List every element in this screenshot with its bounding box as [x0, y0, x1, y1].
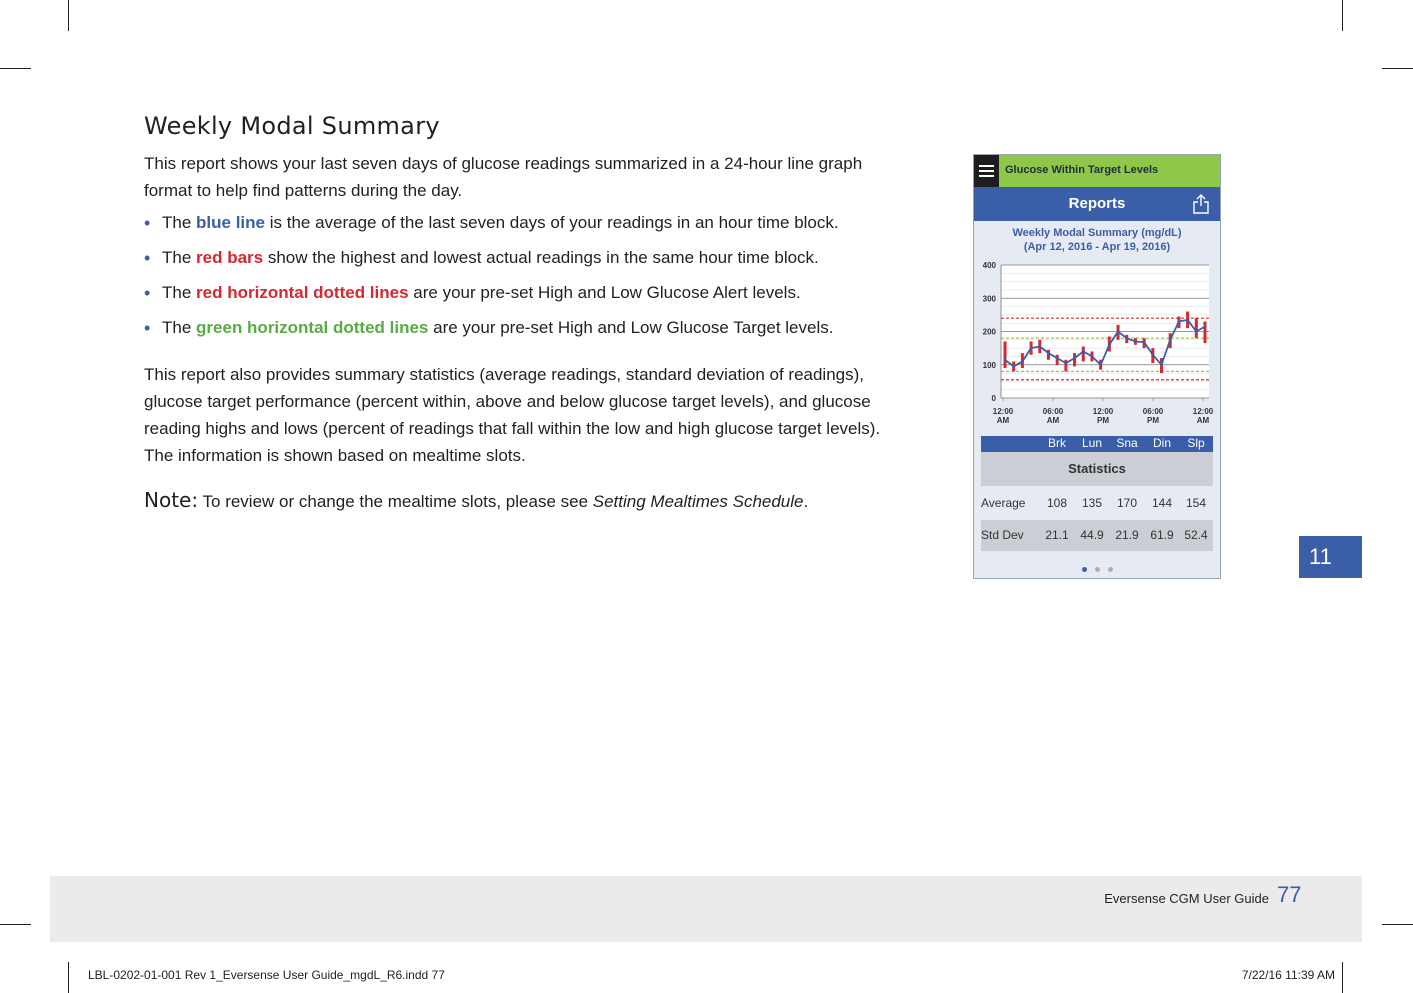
crop-mark [68, 962, 69, 993]
average-point [1004, 358, 1007, 361]
average-point [1160, 363, 1163, 366]
x-tick-label: 06:00 AM [1042, 407, 1064, 425]
table-cell: 144 [1151, 496, 1173, 510]
y-tick-label: 300 [982, 294, 996, 304]
footer-band [50, 876, 1362, 942]
note-end: . [803, 492, 809, 511]
average-point [1117, 330, 1120, 333]
y-tick-label: 400 [982, 261, 996, 270]
summary-paragraph: This report also provides summary statistics (average readings, standard deviation of readings), glucose target performance (percent within, above and below glucose target levels), and glucose reading highs and lows (percent of readings that fall within the low and high glucose target levels). The information is shown based on mealtime slots. [144, 365, 881, 465]
x-tick-label: 12:00 PM [1092, 407, 1114, 425]
average-point [1091, 355, 1094, 358]
table-cell: 21.1 [1045, 528, 1069, 542]
crop-mark [0, 924, 31, 925]
average-point [1178, 320, 1181, 323]
table-cell: 108 [1046, 496, 1068, 510]
slug-right: 7/22/16 11:39 AM [1241, 968, 1335, 982]
x-tick-label: 06:00 PM [1142, 407, 1164, 425]
chart-title-line: Weekly Modal Summary (mg/dL) [1012, 227, 1182, 239]
bullet-text: is the average of the last seven days of your readings in an hour time block. [265, 213, 839, 232]
crop-mark [1342, 0, 1343, 31]
bullet-icon: • [144, 213, 151, 233]
table-row [981, 488, 1213, 519]
chapter-tab: 11 [1299, 536, 1362, 578]
bullet-text: The [162, 248, 197, 267]
column-header-sna: Sna [1116, 436, 1138, 450]
note-text: To review or change the mealtime slots, please see [198, 492, 593, 511]
table-cell: 170 [1116, 496, 1138, 510]
note-label: Note: [144, 488, 199, 512]
column-header-slp: Slp [1187, 436, 1205, 450]
average-point [1108, 343, 1111, 346]
bullet-emphasis-blue: blue line [196, 213, 265, 232]
share-icon[interactable] [1192, 194, 1210, 214]
slug-left: LBL-0202-01-001 Rev 1_Eversense User Guide_mgdL_R6.indd 77 [88, 968, 445, 982]
bullet-icon: • [144, 283, 151, 303]
crop-mark [68, 0, 69, 31]
bullet-text: The [162, 283, 197, 302]
table-cell: 44.9 [1080, 528, 1104, 542]
page-indicator[interactable] [974, 559, 1220, 577]
table-cell: 61.9 [1150, 528, 1174, 542]
bullet-text: The [162, 213, 197, 232]
chart-title [974, 226, 1220, 254]
average-point [1099, 363, 1102, 366]
bullet-text: The [162, 318, 197, 337]
y-tick-label: 100 [982, 360, 996, 370]
table-cell: 52.4 [1184, 528, 1208, 542]
bullet-icon: • [144, 248, 151, 268]
x-tick-label: 12:00 AM [1192, 407, 1214, 425]
table-cell: 135 [1081, 496, 1103, 510]
average-point [1030, 347, 1033, 350]
average-point [1073, 357, 1076, 360]
page-heading: Weekly Modal Summary [144, 112, 440, 140]
chart-subtitle: (Apr 12, 2016 - Apr 19, 2016) [1023, 241, 1171, 253]
phone-screenshot [973, 154, 1221, 579]
average-point [1143, 341, 1146, 344]
note [144, 486, 808, 516]
intro-paragraph: This report shows your last seven days of glucose readings summarized in a 24-hour line graph format to help find patterns during the day. [144, 154, 863, 200]
column-header-din: Din [1152, 436, 1171, 450]
crop-mark [1382, 924, 1413, 925]
legend-list [144, 208, 884, 348]
status-title: Glucose Within Target Levels [1005, 164, 1159, 176]
table-cell: 21.9 [1115, 528, 1139, 542]
list-item [144, 278, 884, 313]
note-doc-reference: Setting Mealtimes Schedule [592, 492, 804, 511]
bullet-emphasis-red: red horizontal dotted lines [196, 283, 409, 302]
average-point [1021, 360, 1024, 363]
row-label: Std Dev [981, 528, 1024, 542]
average-point [1195, 330, 1198, 333]
average-point [1038, 345, 1041, 348]
average-point [1204, 325, 1207, 328]
average-point [1056, 357, 1059, 360]
y-tick-label: 200 [982, 327, 996, 337]
page-dot[interactable] [1108, 567, 1113, 572]
crop-mark [0, 68, 31, 69]
column-header-brk: Brk [1048, 436, 1066, 450]
status-bar [974, 155, 1220, 187]
list-item [144, 208, 884, 243]
bullet-text: are your pre-set High and Low Glucose Target levels. [428, 318, 834, 337]
table-cell: 154 [1185, 496, 1207, 510]
menu-icon[interactable] [974, 155, 999, 187]
average-point [1186, 318, 1189, 321]
stats-title: Statistics [981, 452, 1213, 486]
list-item [144, 313, 884, 348]
column-header-lun: Lun [1081, 436, 1103, 450]
page-dot-active[interactable] [1082, 567, 1087, 572]
y-tick-label: 0 [991, 394, 996, 403]
crop-mark [1342, 962, 1343, 993]
bullet-emphasis-red: red bars [196, 248, 264, 267]
nav-bar [974, 187, 1220, 221]
modal-chart [974, 255, 1220, 430]
page-dot[interactable] [1095, 567, 1100, 572]
average-point [1169, 338, 1172, 341]
bullet-icon: • [144, 318, 151, 338]
bullet-text: show the highest and lowest actual readings in the same hour time block. [263, 248, 819, 267]
page-number: 77 [1277, 882, 1302, 907]
x-tick-label: 12:00 AM [992, 407, 1014, 425]
list-item [144, 243, 884, 278]
footer-label: Eversense CGM User Guide [1104, 891, 1269, 906]
average-point [1047, 352, 1050, 355]
average-point [1012, 365, 1015, 368]
bullet-text: are your pre-set High and Low Glucose Alert levels. [408, 283, 801, 302]
average-point [1151, 353, 1154, 356]
row-label: Average [981, 496, 1026, 510]
crop-mark [1382, 68, 1413, 69]
stats-header-row [981, 436, 1213, 452]
average-point [1082, 350, 1085, 353]
average-point [1134, 340, 1137, 343]
average-point [1064, 362, 1067, 365]
table-row [981, 520, 1213, 551]
average-point [1125, 337, 1128, 340]
bullet-emphasis-green: green horizontal dotted lines [196, 318, 429, 337]
nav-title: Reports [1068, 195, 1126, 212]
